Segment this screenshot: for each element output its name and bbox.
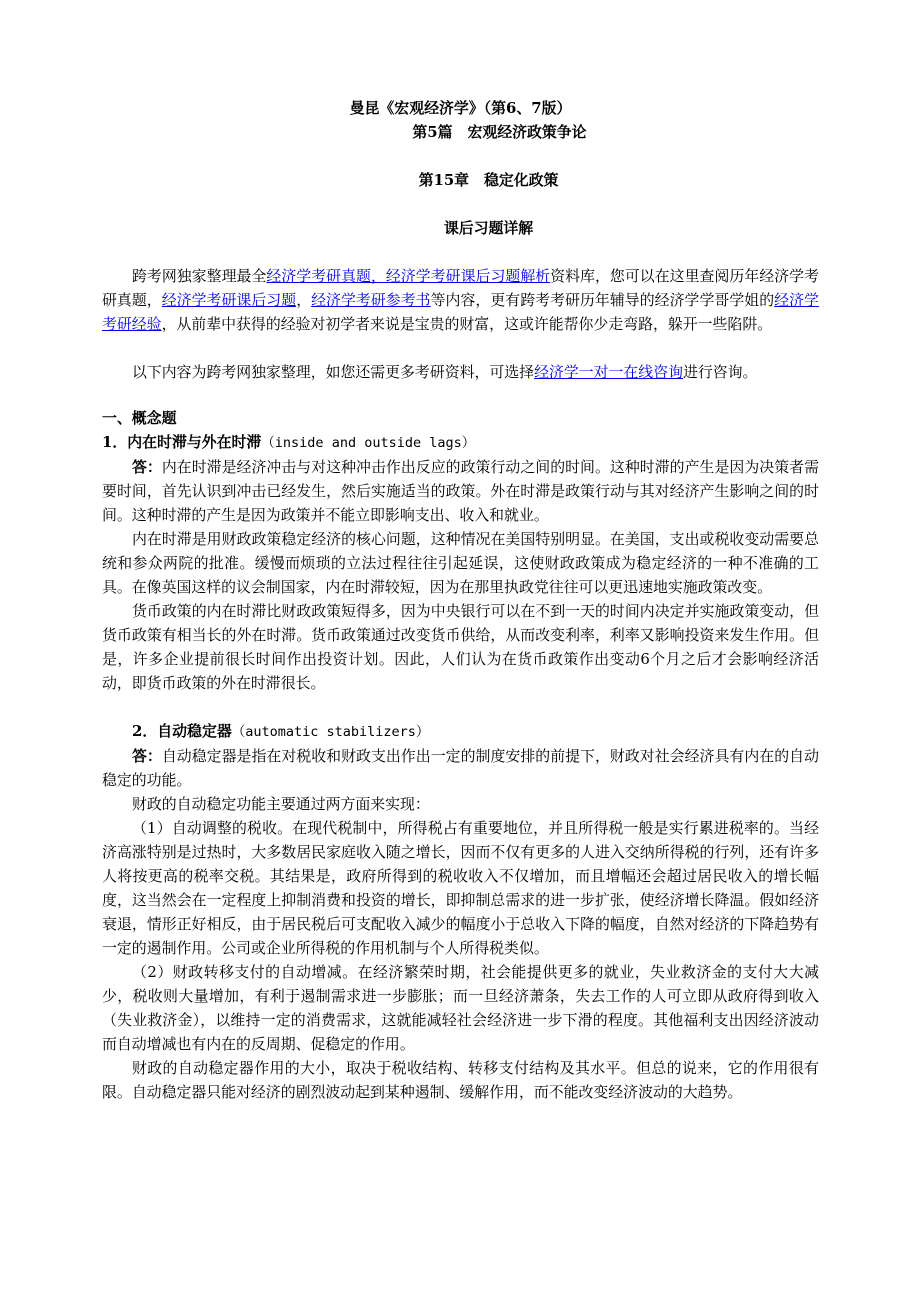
link-experience[interactable]: 经济学考研经验: [102, 291, 819, 333]
question-english: （automatic stabilizers）: [231, 724, 430, 740]
book-title: 曼昆《宏观经济学》（第6、7版）: [349, 99, 572, 117]
intro-text: 等内容，更有跨考考研历年辅导的经济学学哥学姐的: [430, 291, 775, 309]
answer-paragraph: （1）自动调整的税收。在现代税制中，所得税占有重要地位，并且所得税一般是实行累进税率的。当经济高涨特别是过热时，大多数居民家庭收入随之增长，因而不仅有更多的人进入交纳所得税的行列，还有许多人将按更高的税率交税。其结果是，政府所得到的税收收入不仅增加，而且增幅还会超过居民收入的增长幅度，这当然会在一定程度上抑制消费和投资的增长，即抑制总需求的进一步扩张，使经济增长降温。假如经济衰退，情形正好相反，由于居民税后可支配收入减少的幅度小于总收入下降的幅度，自然对经济的下降趋势有一定的遏制作用。公司或企业所得税的作用机制与个人所得税类似。: [102, 819, 819, 957]
question-number: 2．: [132, 722, 158, 740]
answer-paragraph: [102, 455, 819, 527]
answer-text: 内在时滞是经济冲击与对这种冲击作出反应的政策行动之间的时间。这种时滞的产生是因为决策者需要时间，首先认识到冲击已经发生，然后实施适当的政策。外在时滞是政策行动与其对经济产生影响之间的时间。这种时滞的产生是因为政策并不能立即影响支出、收入和就业。: [102, 458, 819, 524]
intro-paragraph-2: [102, 360, 819, 384]
answer-paragraph: （2）财政转移支付的自动增减。在经济繁荣时期，社会能提供更多的就业，失业救济金的支付大大减少，税收则大量增加，有利于遏制需求进一步膨胀；而一旦经济萧条，失去工作的人可立即从政府得到收入（失业救济金），以维持一定的消费需求，这就能减轻社会经济进一步下滑的程度。其他福利支出因经济波动而自动增减也有内在的反周期、促稳定的作用。: [102, 963, 819, 1053]
intro-text: 跨考网独家整理最全: [132, 267, 267, 285]
answer-paragraph: 财政的自动稳定器作用的大小，取决于税收结构、转移支付结构及其水平。但总的说来，它的作用很有限。自动稳定器只能对经济的剧烈波动起到某种遏制、缓解作用，而不能改变经济波动的大趋势。: [102, 1059, 819, 1101]
answer-paragraph: 内在时滞是用财政政策稳定经济的核心问题，这种情况在美国特别明显。在美国，支出或税收变动需要总统和参众两院的批准。缓慢而烦琐的立法过程往往引起延误，这使财政政策成为稳定经济的一种不准确的工具。在像英国这样的议会制国家，内在时滞较短，因为在那里执政党往往可以更迅速地实施政策改变。: [102, 530, 819, 596]
link-consultation[interactable]: 经济学一对一在线咨询: [534, 363, 683, 381]
answer-label: 答：: [132, 458, 162, 476]
section-heading: 一、概念题: [102, 409, 177, 427]
intro-text: 以下内容为跨考网独家整理，如您还需更多考研资料，可选择: [132, 363, 535, 381]
link-exam-questions[interactable]: 经济学考研真题，经济学考研课后习题解析: [266, 267, 551, 285]
part-title: 第5篇 宏观经济政策争论: [412, 123, 587, 141]
chapter-title: 第15章 稳定化政策: [418, 171, 559, 189]
intro-paragraph: [102, 264, 819, 336]
document-page: [102, 96, 819, 1104]
question-number: 1．: [102, 433, 128, 451]
intro-text: ，: [296, 291, 312, 309]
question-title: 自动稳定器: [157, 722, 232, 740]
answer-text: 自动稳定器是指在对税收和财政支出作出一定的制度安排的前提下，财政对社会经济具有内在的自动稳定的功能。: [102, 747, 819, 789]
question-1-heading: [102, 430, 819, 455]
question-title: 内在时滞与外在时滞: [127, 433, 262, 451]
intro-text: ，从前辈中获得的经验对初学者来说是宝贵的财富，这或许能帮你少走弯路，躲开一些陷阱。: [161, 315, 773, 333]
intro-text: 进行咨询。: [682, 363, 758, 381]
section-title: 课后习题详解: [443, 219, 534, 237]
answer-paragraph: [102, 744, 819, 792]
answer-label: 答：: [132, 747, 162, 765]
intro-text: 资料库，您可以在这里查阅历年经济学考研真题，: [102, 267, 819, 309]
link-reference-books[interactable]: 经济学考研参考书: [311, 291, 431, 309]
answer-paragraph: 财政的自动稳定功能主要通过两方面来实现：: [132, 795, 430, 813]
question-english: （inside and outside lags）: [261, 435, 476, 451]
answer-paragraph: 货币政策的内在时滞比财政政策短得多，因为中央银行可以在不到一天的时间内决定并实施政策变动，但货币政策有相当长的外在时滞。货币政策通过改变货币供给，从而改变利率，利率又影响投资来发生作用。但是，许多企业提前很长时间作出投资计划。因此，人们认为在货币政策作出变动6个月之后才会影响经济活动，即货币政策的外在时滞很长。: [102, 602, 819, 692]
question-2-heading: [102, 719, 819, 744]
link-exercises[interactable]: 经济学考研课后习题: [161, 291, 297, 309]
